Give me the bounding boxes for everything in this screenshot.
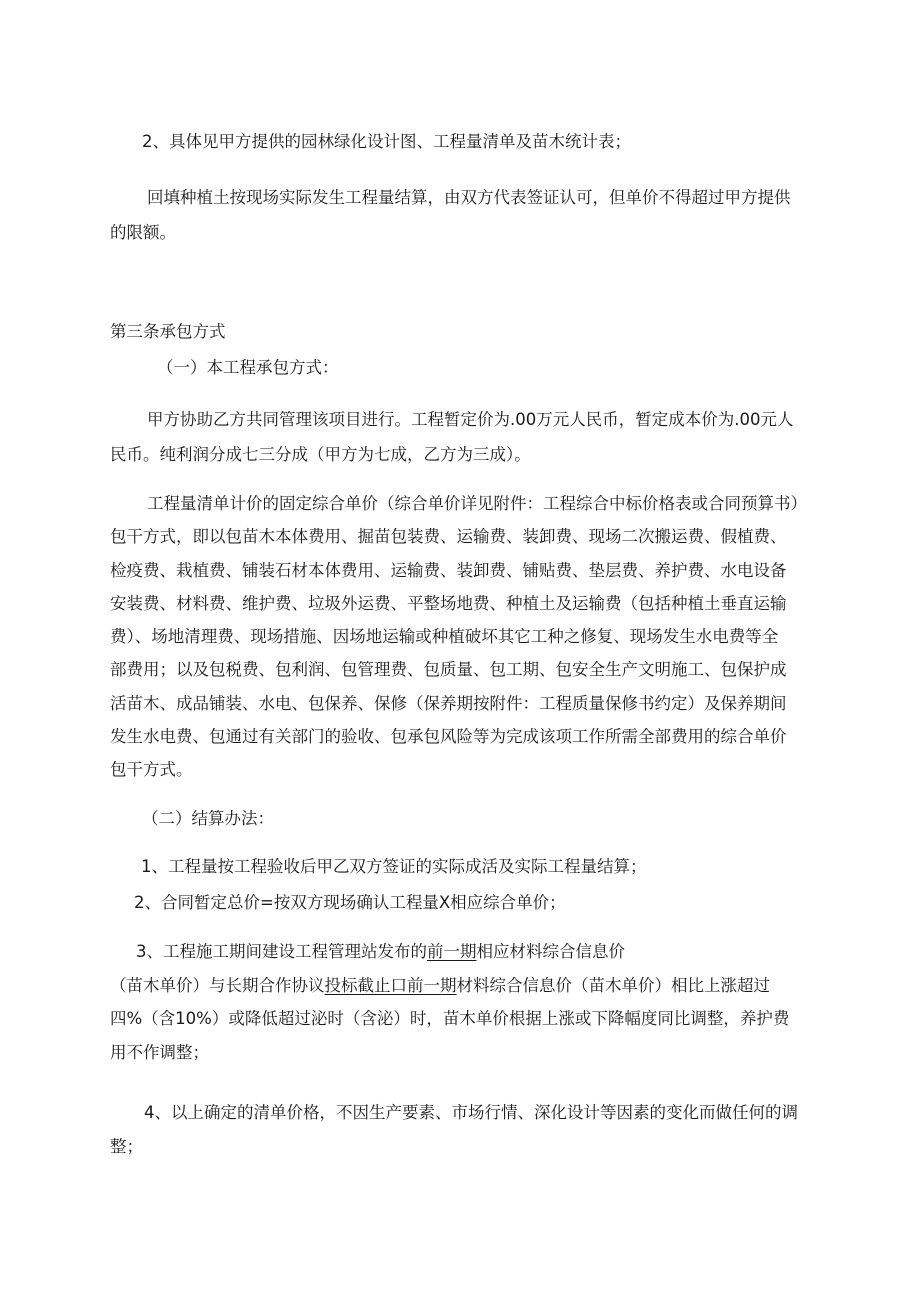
item-2-plans: 2、具体见甲方提供的园林绿化设计图、工程量清单及苗木统计表； <box>142 132 631 151</box>
text-line <box>110 935 789 969</box>
underlined-term: 前一期 <box>427 942 477 961</box>
text-line: 检疫费、栽植费、铺装石材本体费用、运输费、装卸费、铺贴费、垫层费、养护费、水电设备 <box>110 560 787 580</box>
text-line: 回填种植土按现场实际发生工程量结算，由双方代表签证认可，但单价不得超过甲方提供 <box>147 188 791 207</box>
text-line: 4、以上确定的清单价格，不因生产要素、市场行情、深化设计等因素的变化而做任何的调 <box>144 1103 798 1122</box>
text-line: 民币。纯利润分成七三分成（甲方为七成，乙方为三成）。 <box>110 445 531 464</box>
text-line: 四%（含10%）或降低超过泌时（含泌）时，苗木单价根据上涨或下降幅度同比调整，养护费 <box>110 1009 790 1028</box>
cooperation-paragraph <box>110 402 793 472</box>
text-line: 甲方协助乙方共同管理该项目进行。工程暂定价为.00万元人民币，暂定成本价为.00元人 <box>147 410 794 429</box>
text-line: 费）、场地清理费、现场措施、因场地运输或种植破坏其它工种之修复、现场发生水电费等全 <box>110 627 779 647</box>
text-line: 安装费、材料费、维护费、垃圾外运费、平整场地费、种植土及运输费（包括种植土垂直运输 <box>110 593 787 613</box>
text-line: 部费用；以及包税费、包利润、包管理费、包质量、包工期、包安全生产文明施工、包保护成 <box>110 660 787 680</box>
settlement-item-2: 2、合同暂定总价=按双方现场确认工程量X相应综合单价； <box>134 893 566 912</box>
pricing-paragraph <box>110 487 807 787</box>
section-1-title: （一）本工程承包方式： <box>157 358 339 377</box>
settlement-item-3 <box>110 935 789 1069</box>
text-segment: 材料综合信息价（苗木单价）相比上涨超过 <box>456 975 770 995</box>
text-segment: 3、工程施工期间建设工程管理站发布的 <box>136 942 427 961</box>
text-line: 整； <box>110 1137 143 1156</box>
text-line: 工程量清单计价的固定综合单价（综合单价详见附件：工程综合中标价格表或合同预算书） <box>147 494 807 513</box>
text-line: 包干方式。 <box>110 760 193 780</box>
text-line: 活苗木、成品铺装、水电、包保养、保修（保养期按附件：工程质量保修书约定）及保养期间 <box>110 693 787 713</box>
underlined-term: 投标截止口前一期 <box>324 975 457 995</box>
article-3-title: 第三条承包方式 <box>110 322 226 341</box>
text-line: 用不作调整； <box>110 1042 209 1062</box>
text-line: 的限额。 <box>110 223 176 242</box>
backfill-paragraph <box>110 180 791 250</box>
settlement-item-4 <box>110 1096 798 1164</box>
text-line: 包干方式，即以包苗木本体费用、掘苗包装费、运输费、装卸费、现场二次搬运费、假植费、 <box>110 527 787 547</box>
section-2-title: （二）结算办法： <box>142 809 274 828</box>
text-line <box>110 969 789 1003</box>
text-segment: 相应材料综合信息价 <box>476 942 625 961</box>
text-segment: （苗木单价）与长期合作协议 <box>110 975 325 995</box>
settlement-item-1: 1、工程量按工程验收后甲乙双方签证的实际成活及实际工程量结算； <box>141 857 647 876</box>
text-line: 发生水电费、包通过有关部门的验收、包承包风险等为完成该项工作所需全部费用的综合单价 <box>110 727 787 747</box>
